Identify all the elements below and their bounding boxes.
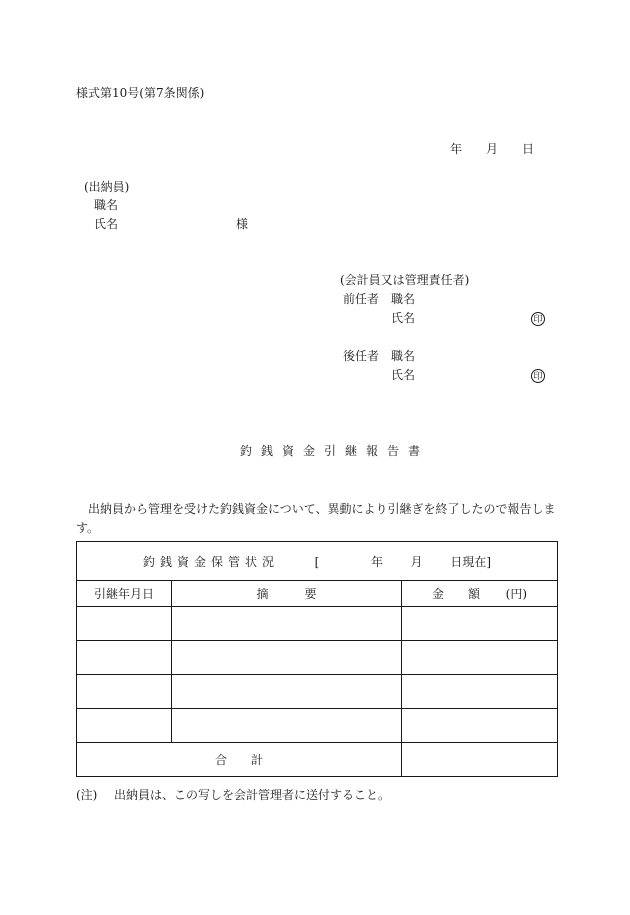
table-title-row [77, 542, 558, 581]
table-row [77, 641, 558, 675]
header-amount: 金 額 [431, 587, 480, 601]
table-title-cell [77, 542, 558, 581]
successor-role: 後任者 [343, 349, 380, 363]
table-row [77, 607, 558, 641]
total-value-cell[interactable] [402, 743, 558, 777]
row-amount-cell[interactable] [402, 607, 558, 641]
table-row [77, 709, 558, 743]
document-title: 釣銭資金引継報告書 [240, 444, 430, 458]
date-month-label: 月 [486, 142, 499, 156]
date-day-label: 日 [522, 142, 535, 156]
note-label: (注) [76, 788, 98, 802]
row-date-cell[interactable] [77, 675, 172, 709]
recipient-honorific: 様 [236, 217, 249, 231]
row-date-cell[interactable] [77, 709, 172, 743]
header-date: 引継年月日 [77, 581, 172, 607]
predecessor-role: 前任者 [343, 292, 380, 306]
as-of-close-bracket: ] [486, 554, 492, 569]
successor-title-label: 職名 [391, 349, 416, 363]
custody-status-table [76, 541, 558, 777]
row-amount-cell[interactable] [402, 641, 558, 675]
header-summary: 摘 要 [172, 581, 402, 607]
row-date-cell[interactable] [77, 607, 172, 641]
table-header-row [77, 581, 558, 607]
predecessor-title-label: 職名 [391, 292, 416, 306]
header-amount-unit: (円) [505, 587, 528, 601]
table-total-row [77, 743, 558, 777]
table-title: 釣銭資金保管状況 [142, 554, 279, 569]
as-of-day-label: 日現在 [450, 554, 487, 569]
recipient-title-label: 職名 [94, 198, 119, 212]
form-number: 様式第10号(第7条関係) [76, 86, 205, 100]
successor-seal-icon: 印 [531, 368, 545, 383]
row-summary-cell[interactable] [172, 675, 402, 709]
header-amount-cell [402, 581, 558, 607]
sender-group-label: (会計員又は管理責任者) [340, 273, 470, 287]
row-amount-cell[interactable] [402, 675, 558, 709]
recipient-name-label: 氏名 [94, 217, 119, 231]
note-text: 出納員は、この写しを会計管理者に送付すること。 [114, 788, 391, 802]
report-body-text: 出納員から管理を受けた釣銭資金について、異動により引継ぎを終了したので報告します。 [76, 502, 556, 535]
total-label: 合 計 [77, 743, 402, 777]
recipient-group-label: (出納員) [84, 180, 130, 194]
predecessor-name-label: 氏名 [391, 311, 416, 325]
table-row [77, 675, 558, 709]
date-year-label: 年 [450, 142, 463, 156]
successor-name-label: 氏名 [391, 368, 416, 382]
row-summary-cell[interactable] [172, 607, 402, 641]
as-of-open-bracket: [ [314, 554, 320, 569]
row-summary-cell[interactable] [172, 709, 402, 743]
as-of-year-label: 年 [371, 554, 384, 569]
predecessor-seal-icon: 印 [531, 311, 545, 326]
row-amount-cell[interactable] [402, 709, 558, 743]
row-date-cell[interactable] [77, 641, 172, 675]
row-summary-cell[interactable] [172, 641, 402, 675]
as-of-month-label: 月 [410, 554, 423, 569]
